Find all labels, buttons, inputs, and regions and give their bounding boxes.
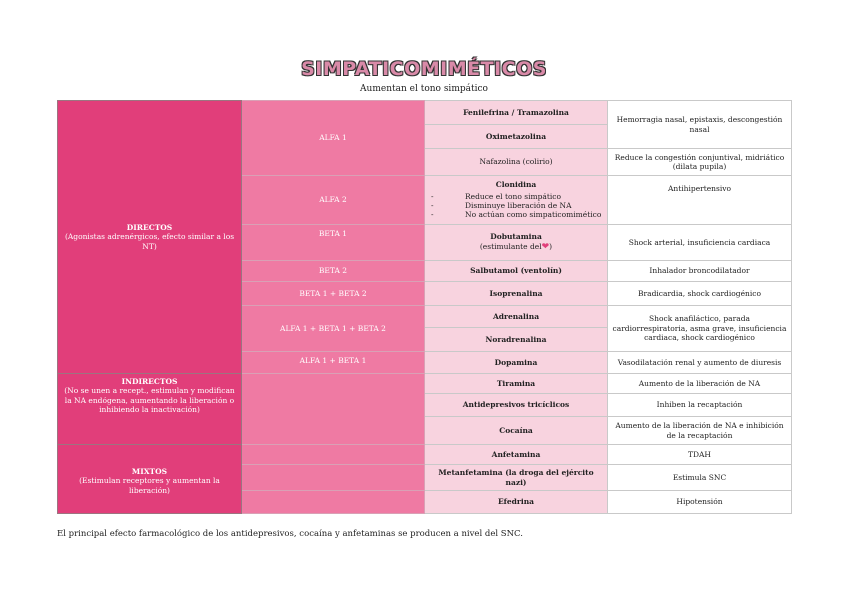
- heart-icon: ❤: [541, 241, 550, 252]
- drug-clonidina: [425, 176, 608, 225]
- category-name: MIXTOS: [131, 467, 168, 476]
- receptor-alfa1-beta1: ALFA 1 + BETA 1: [242, 352, 425, 374]
- drug-efedrina: Efedrina: [425, 491, 608, 514]
- effect-efedrina: Hipotensión: [608, 491, 792, 514]
- receptor-alfa2: ALFA 2: [242, 176, 425, 225]
- effect-metanfetamina: Estimula SNC: [608, 465, 792, 491]
- list-item: - Reduce el tono simpático: [465, 192, 603, 201]
- list-item: - Disminuye liberación de NA: [465, 201, 603, 210]
- effect-adrenalina: Shock anafiláctico, parada cardiorrespiratoria, asma grave, insuficiencia cardiaca, shock cardiogénico: [608, 306, 792, 352]
- receptor-beta2: BETA 2: [242, 261, 425, 282]
- receptor-empty: [242, 445, 425, 465]
- category-description: (No se unen a recept., estimulan y modifican la NA endógena, aumentando la liberación o inhibiendo la inactivación): [64, 386, 235, 415]
- effect-tiramina: Aumento de la liberación de NA: [608, 374, 792, 394]
- effect-dopamina: Vasodilatación renal y aumento de diuresis: [608, 352, 792, 374]
- category-name: DIRECTOS: [126, 222, 173, 232]
- drug-salbutamol: Salbutamol (ventolín): [425, 261, 608, 282]
- drug-dobutamina: [425, 225, 608, 261]
- table-row: [58, 445, 792, 465]
- drug-nafazolina: Nafazolina (colirio): [425, 149, 608, 176]
- sympathomimetics-table: [57, 100, 792, 514]
- effect-clonidina: Antihipertensivo: [608, 176, 792, 225]
- drug-antidepresivos: Antidepresivos tricíclicos: [425, 394, 608, 417]
- table-row: [58, 101, 792, 125]
- drug-adrenalina: Adrenalina: [425, 306, 608, 328]
- category-description: (Estimulan receptores y aumentan la liberación): [79, 476, 220, 495]
- table-row: [58, 374, 792, 394]
- dobutamina-note-text: (estimulante del: [479, 241, 542, 251]
- drug-dopamina: Dopamina: [425, 352, 608, 374]
- receptor-alfa1: ALFA 1: [242, 101, 425, 176]
- receptor-empty: [242, 465, 425, 491]
- drug-dobutamina-name: Dobutamina: [490, 232, 542, 242]
- drug-cocaina: Cocaína: [425, 417, 608, 445]
- receptor-alfa1-beta1-beta2: ALFA 1 + BETA 1 + BETA 2: [242, 306, 425, 352]
- drug-isoprenalina: Isoprenalina: [425, 282, 608, 306]
- drug-noradrenalina: Noradrenalina: [425, 328, 608, 352]
- category-mixtos: [58, 445, 242, 514]
- drug-anfetamina: Anfetamina: [425, 445, 608, 465]
- dobutamina-note: [480, 242, 552, 251]
- receptor-beta1-beta2: BETA 1 + BETA 2: [242, 282, 425, 306]
- receptor-empty: [242, 491, 425, 514]
- effect-anfetamina: TDAH: [608, 445, 792, 465]
- clonidina-notes: [429, 192, 603, 220]
- effect-isoprenalina: Bradicardia, shock cardiogénico: [608, 282, 792, 306]
- receptor-empty: [242, 374, 425, 445]
- effect-nafazolina: Reduce la congestión conjuntival, midriático (dilata pupila): [608, 149, 792, 176]
- receptor-beta1: BETA 1: [242, 225, 425, 261]
- dobutamina-note-end: ): [549, 241, 553, 251]
- effect-dobutamina: Shock arterial, insuficiencia cardiaca: [608, 225, 792, 261]
- page-subtitle: Aumentan el tono simpático: [360, 84, 488, 94]
- category-name: INDIRECTOS: [121, 377, 178, 386]
- category-indirectos: [58, 374, 242, 445]
- drug-fenilefrina: Fenilefrina / Tramazolina: [425, 101, 608, 125]
- effect-salbutamol: Inhalador broncodilatador: [608, 261, 792, 282]
- page-title: SIMPATICOMIMÉTICOS: [301, 58, 547, 80]
- category-directos: [58, 101, 242, 374]
- effect-alfa1-top: Hemorragia nasal, epistaxis, descongestión nasal: [608, 101, 792, 149]
- drug-tiramina: Tiramina: [425, 374, 608, 394]
- list-item: - No actúan como simpaticomimético: [465, 210, 603, 219]
- drug-metanfetamina: [425, 465, 608, 491]
- drug-metanfetamina-name: Metanfetamina (la droga del ejército nazi): [438, 468, 594, 487]
- category-description: (Agonistas adrenérgicos, efecto similar a los NT): [64, 232, 235, 251]
- footer-note: El principal efecto farmacológico de los antidepresivos, cocaína y anfetaminas se producen a nivel del SNC.: [57, 529, 523, 539]
- effect-cocaina: Aumento de la liberación de NA e inhibición de la recaptación: [608, 417, 792, 445]
- drug-oximetazolina: Oximetazolina: [425, 125, 608, 149]
- effect-antidepresivos: Inhiben la recaptación: [608, 394, 792, 417]
- drug-clonidina-name: Clonidina: [495, 180, 537, 190]
